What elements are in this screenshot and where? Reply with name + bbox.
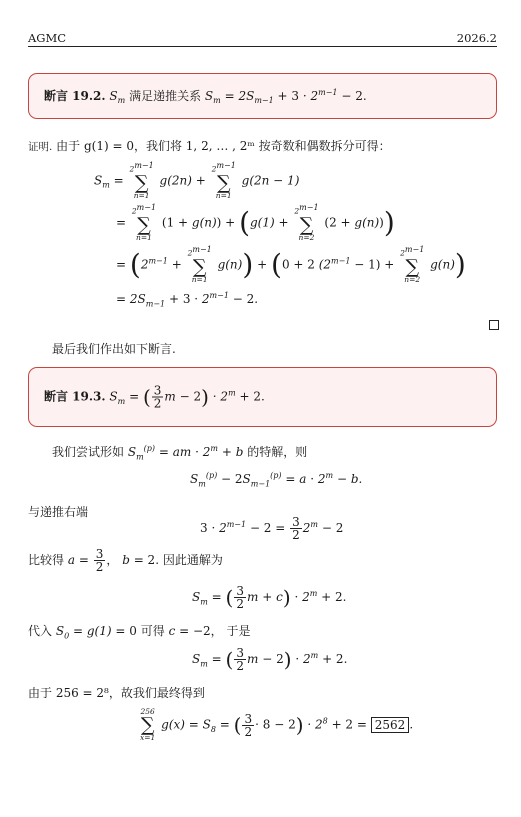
p3b-text: 因此通解为 [162, 553, 223, 567]
proof-intro [28, 137, 391, 154]
derivation-line-2: = $2^{m-1}$ ∑ n=1 (1 + g(n)) + (g(1) + $2^{m-1}$ ∑ n=2 (2 + g(n))) [116, 203, 395, 242]
after-text: 最后我们作出如下断言. [52, 342, 176, 356]
compare-text: 比较得 a = $\frac{3}{2}$ ， b = 2. 因此通解为 [28, 547, 223, 574]
claim-box-19-3 [28, 367, 497, 427]
p4-text: 代入 [28, 624, 53, 638]
claim-formula: $S_m = 2S_{m-1} + 3 \cdot 2^{m-1} - 2$. [204, 87, 367, 106]
page-header [28, 28, 497, 47]
p2-text: 与递推右端 [28, 505, 89, 519]
claim-formula: $S_m$ = ( $\frac{3}{2}$ $m - 2) \cdot 2^m + 2$. [109, 383, 265, 411]
boxed-answer: 2562 [371, 717, 410, 733]
general-solution: $S_m$ = ( $\frac{3}{2}$ $m + c) \cdot 2^m + 2$. [192, 584, 347, 611]
claim-box-19-2 [28, 73, 497, 119]
equation-rhs: $3 \cdot 2^{m-1} - 2$ = $\frac{3}{2}$ 2$^m$ − 2 [200, 515, 344, 542]
claim-text: 满足递推关系 [129, 88, 202, 103]
derivation-line-4: = $2S_{m-1} + 3 \cdot 2^{m-1} - 2$. [116, 291, 259, 309]
equation-particular: $S_m^{(p)} - 2S_{m-1}^{(p)} = a \cdot 2^m - b$. [190, 471, 363, 489]
final-answer-equation: 256 ∑ x=1 $g(x) = S_8$ = ( $\frac{3}{2}$ · $8 - 2) \cdot 2^8 + 2 = 2562$ . [140, 707, 414, 742]
final-formula: $S_m$ = ( $\frac{3}{2}$ $m - 2) \cdot 2^m + 2$. [192, 646, 348, 673]
particular-solution-text: 我们尝试形如 $S_m^{(p)}$ = am · $2^m + b$ 的特解，则 [52, 444, 308, 462]
p5-text: 由于 256 = 2⁸，故我们最终得到 [28, 686, 205, 700]
proof-prefix: 证明. [28, 141, 53, 153]
p3-text: 比较得 [28, 553, 65, 567]
claim-math: $S_m$ [109, 88, 126, 106]
header-right: 2026.2 [456, 31, 497, 45]
derivation-line-3: = ($2^{m-1}$ + $2^{m-1}$ ∑ n=1 g(n)) + (0 + 2 $(2^{m-1} - 1)$ + $2^{m-1}$ ∑ n=2 g(n)) [116, 245, 466, 284]
p1-text: 我们尝试形如 [52, 445, 125, 459]
p4b-text: 可得 [140, 624, 165, 638]
claim-label: 断言 19.2. [44, 88, 106, 103]
substitute-text: 代入 $S_0 = g(1) = 0$ 可得 c = −2， 于是 [28, 624, 251, 641]
proof-text: 由于 g(1) = 0，我们将 1, 2, … , 2ᵐ 按奇数和偶数拆分可得： [56, 139, 391, 153]
p4c-text: 于是 [226, 624, 251, 638]
header-left: AGMC [28, 31, 67, 45]
qed-square-icon [489, 320, 499, 330]
derivation-line-1: $S_m$ = $2^{m-1}$ ∑ n=1 g(2n) + $2^{m-1}$ ∑ n=1 g(2n − 1) [94, 161, 300, 200]
p1b-text: 的特解，则 [247, 445, 308, 459]
claim-label: 断言 19.3. [44, 389, 106, 404]
